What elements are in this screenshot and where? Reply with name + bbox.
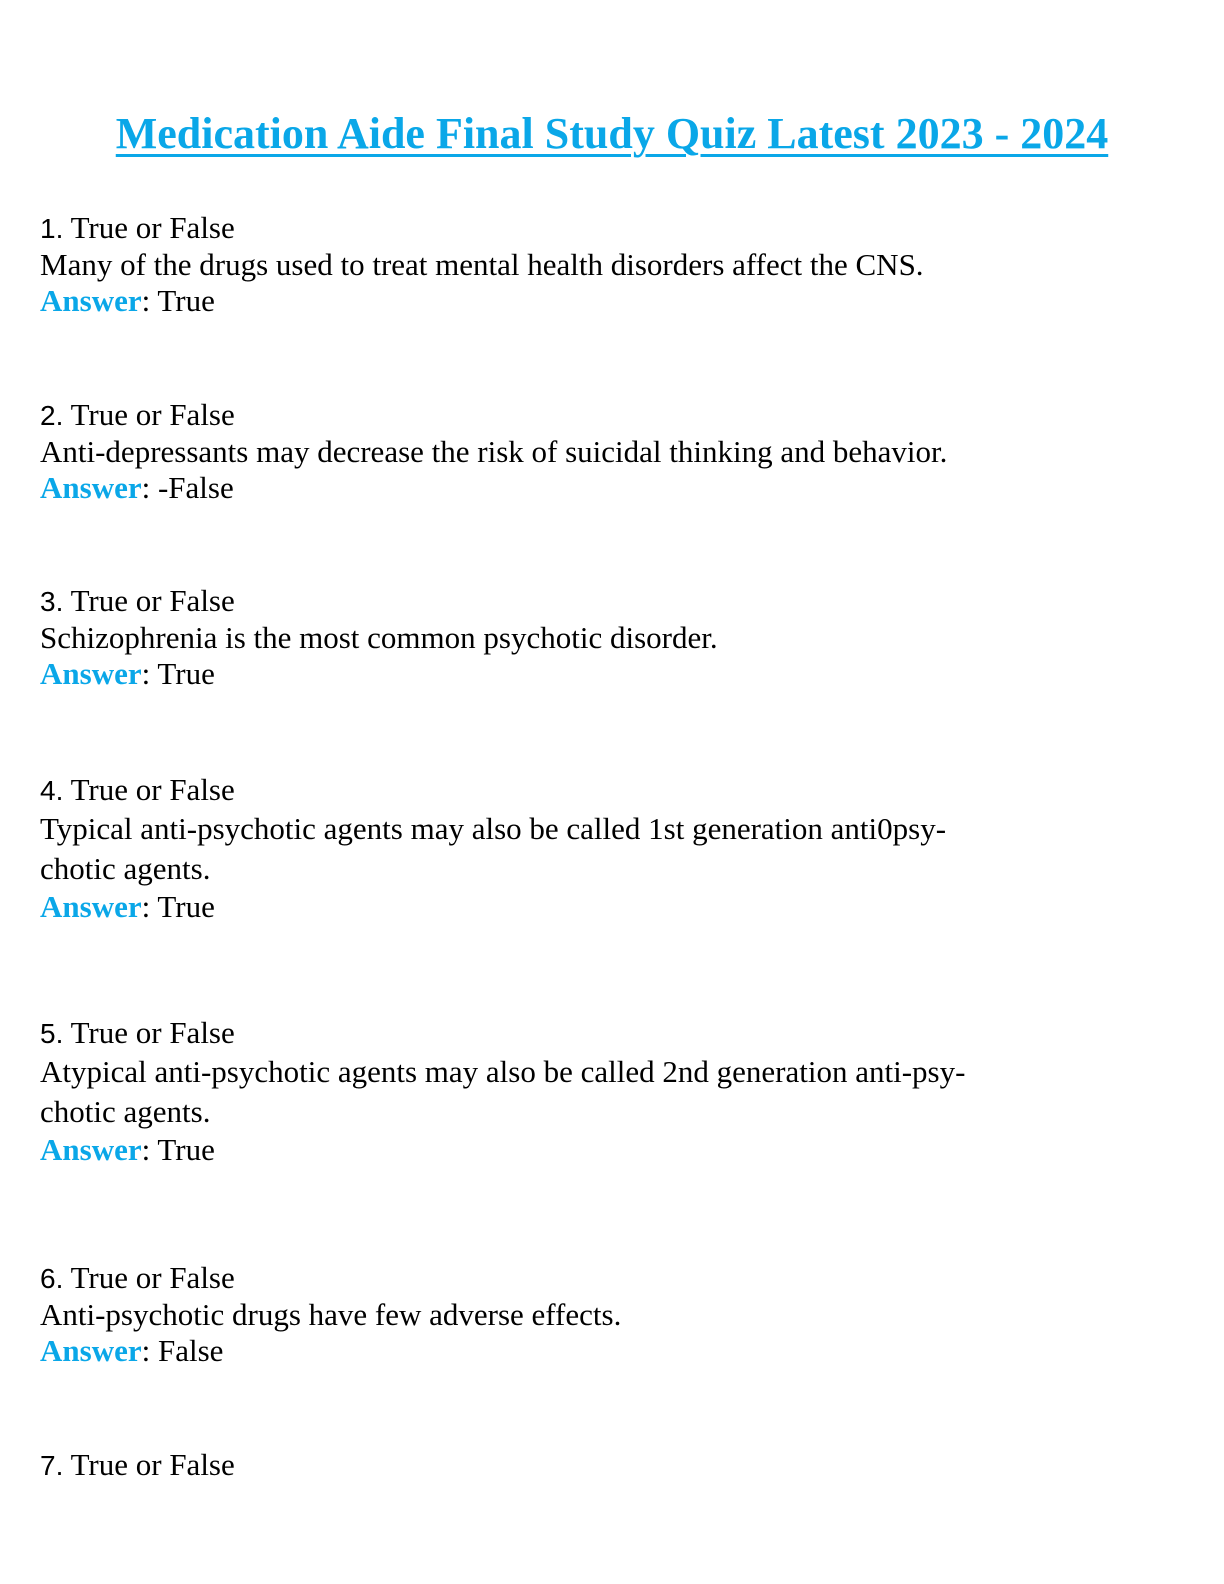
- answer-value: : True: [141, 889, 215, 924]
- question-header: [40, 583, 1160, 620]
- answer-line: [40, 656, 1160, 692]
- answer-value: : True: [141, 283, 215, 318]
- question-number: 2.: [40, 400, 64, 431]
- question-text: Atypical anti-psychotic agents may also be called 2nd generation anti-psy-: [40, 1054, 966, 1089]
- question-text: Schizophrenia is the most common psychotic disorder.: [40, 620, 718, 655]
- question-2: [40, 397, 1160, 506]
- answer-label: Answer: [40, 470, 142, 505]
- question-number: 1.: [40, 213, 64, 244]
- answer-value: : False: [141, 1333, 224, 1368]
- answer-line: [40, 1132, 1160, 1168]
- question-header: [40, 1447, 1160, 1484]
- question-number: 5.: [40, 1018, 64, 1049]
- question-text: Anti-psychotic drugs have few adverse effects.: [40, 1297, 622, 1332]
- question-number: 6.: [40, 1263, 64, 1294]
- question-5: [40, 1015, 1160, 1168]
- answer-line: [40, 470, 1160, 506]
- answer-label: Answer: [40, 283, 142, 318]
- question-type: True or False: [70, 772, 235, 807]
- question-header: [40, 1015, 1160, 1052]
- question-type: True or False: [70, 1260, 235, 1295]
- question-type: True or False: [70, 583, 235, 618]
- answer-value: : True: [141, 656, 215, 691]
- answer-value: : True: [141, 1132, 215, 1167]
- answer-line: [40, 889, 1160, 925]
- question-header: [40, 397, 1160, 434]
- question-type: True or False: [70, 210, 235, 245]
- answer-label: Answer: [40, 889, 142, 924]
- answer-line: [40, 1333, 1160, 1369]
- question-text: Typical anti-psychotic agents may also be called 1st generation anti0psy-: [40, 811, 947, 846]
- answer-label: Answer: [40, 1132, 142, 1167]
- question-type: True or False: [70, 1015, 235, 1050]
- question-header: [40, 772, 1160, 809]
- answer-label: Answer: [40, 1333, 142, 1368]
- document-title: Medication Aide Final Study Quiz Latest 2023 - 2024: [115, 109, 1109, 158]
- question-4: [40, 772, 1160, 925]
- answer-value: : -False: [141, 470, 234, 505]
- answer-line: [40, 283, 1160, 319]
- question-number: 4.: [40, 775, 64, 806]
- question-6: [40, 1260, 1160, 1369]
- question-text: Anti-depressants may decrease the risk of suicidal thinking and behavior.: [40, 434, 948, 469]
- answer-label: Answer: [40, 656, 142, 691]
- question-text-continued: chotic agents.: [40, 851, 211, 886]
- question-header: [40, 1260, 1160, 1297]
- question-text: Many of the drugs used to treat mental health disorders affect the CNS.: [40, 247, 924, 282]
- question-number: 3.: [40, 586, 64, 617]
- question-header: [40, 210, 1160, 247]
- question-type: True or False: [70, 397, 235, 432]
- question-text-continued: chotic agents.: [40, 1094, 211, 1129]
- question-number: 7.: [40, 1450, 64, 1481]
- question-7: [40, 1447, 1160, 1484]
- question-type: True or False: [70, 1447, 235, 1482]
- question-3: [40, 583, 1160, 692]
- question-1: [40, 210, 1160, 319]
